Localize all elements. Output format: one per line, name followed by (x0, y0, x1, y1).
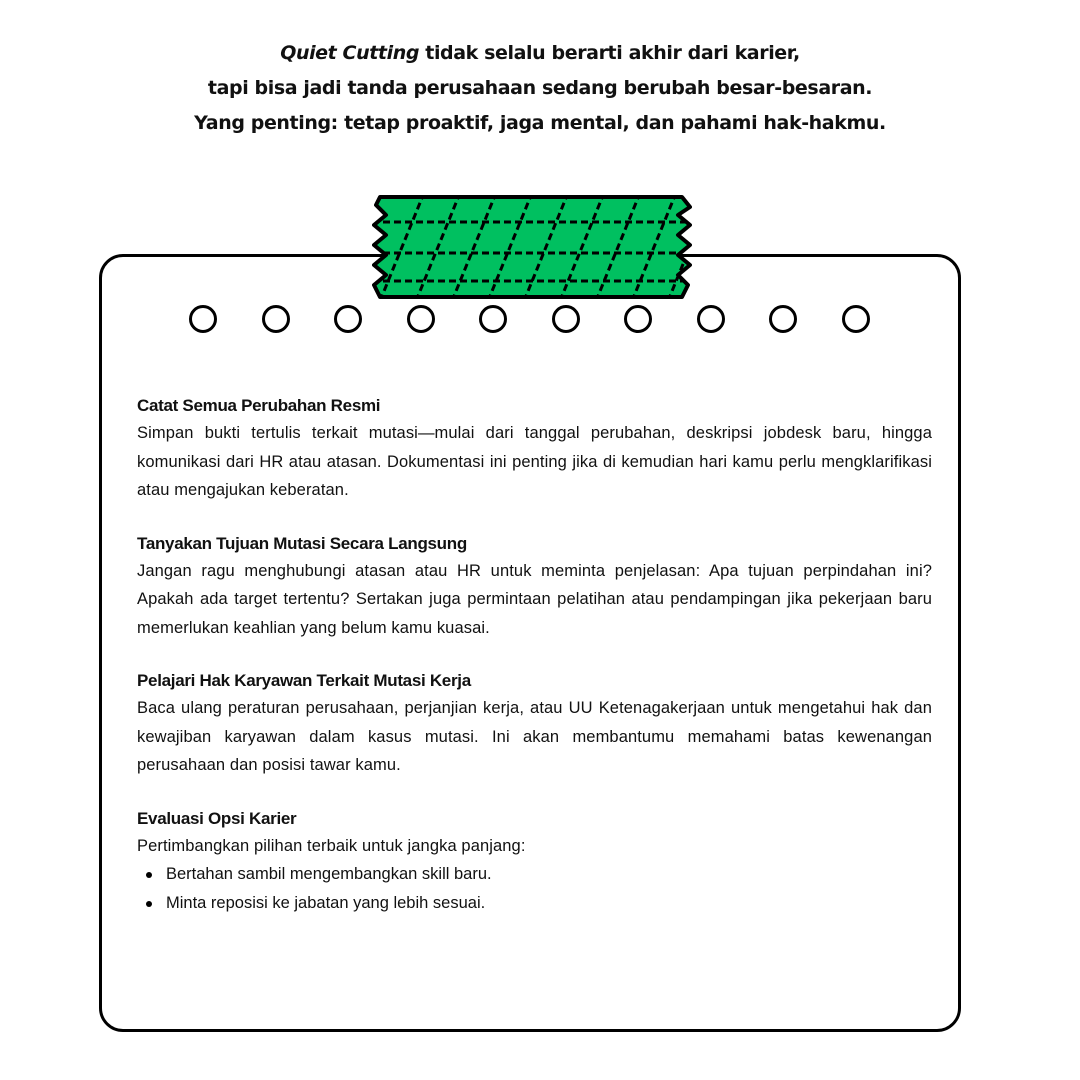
binder-hole-icon (624, 305, 652, 333)
list-item: Minta reposisi ke jabatan yang lebih sesuai. (166, 889, 932, 918)
tip-title: Evaluasi Opsi Karier (137, 808, 297, 828)
intro-line-2: tapi bisa jadi tanda perusahaan sedang berubah besar-besaran. (207, 77, 873, 99)
binder-hole-icon (262, 305, 290, 333)
washi-tape-icon (372, 193, 692, 301)
intro-line-1: Quiet Cutting tidak selalu berarti akhir dari karier, (280, 42, 800, 64)
intro-emphasis: Quiet Cutting (280, 42, 420, 64)
list-item: Bertahan sambil mengembangkan skill baru. (166, 860, 932, 889)
binder-hole-icon (842, 305, 870, 333)
tip-section (137, 806, 932, 918)
tip-body: Jangan ragu menghubungi atasan atau HR untuk meminta penjelasan: Apa tujuan perpindahan ini? Apakah ada target tertentu? Sertakan juga permintaan pelatihan atau pendampingan jika pekerjaan baru memerlukan keahlian yang belum kamu kuasai. (137, 561, 932, 637)
binder-hole-icon (334, 305, 362, 333)
tip-section (137, 393, 932, 505)
binder-hole-icon (552, 305, 580, 333)
tip-title: Pelajari Hak Karyawan Terkait Mutasi Kerja (137, 671, 471, 690)
tip-body: Pertimbangkan pilihan terbaik untuk jangka panjang: (137, 836, 526, 855)
tip-title: Catat Semua Perubahan Resmi (137, 396, 381, 415)
binder-hole-icon (189, 305, 217, 333)
binder-hole-icon (769, 305, 797, 333)
career-options-list (137, 860, 932, 917)
tips-content (137, 393, 932, 943)
binder-hole-icon (407, 305, 435, 333)
tip-section (137, 668, 932, 780)
binder-holes (189, 305, 889, 339)
binder-hole-icon (697, 305, 725, 333)
binder-hole-icon (479, 305, 507, 333)
intro-line-3: Yang penting: tetap proaktif, jaga mental, dan pahami hak-hakmu. (194, 112, 886, 134)
tip-body: Simpan bukti tertulis terkait mutasi—mulai dari tanggal perubahan, deskripsi jobdesk baru, hingga komunikasi dari HR atau atasan. Dokumentasi ini penting jika di kemudian hari kamu perlu mengklarifikasi atau mengajukan keberatan. (137, 424, 932, 499)
tip-section (137, 531, 932, 643)
intro-text (0, 36, 1080, 141)
tip-title: Tanyakan Tujuan Mutasi Secara Langsung (137, 533, 467, 553)
tip-body: Baca ulang peraturan perusahaan, perjanjian kerja, atau UU Ketenagakerjaan untuk mengetahui hak dan kewajiban karyawan dalam kasus mutasi. Ini akan membantumu memahami batas kewenangan perusahaan dan posisi tawar kamu. (137, 699, 932, 774)
